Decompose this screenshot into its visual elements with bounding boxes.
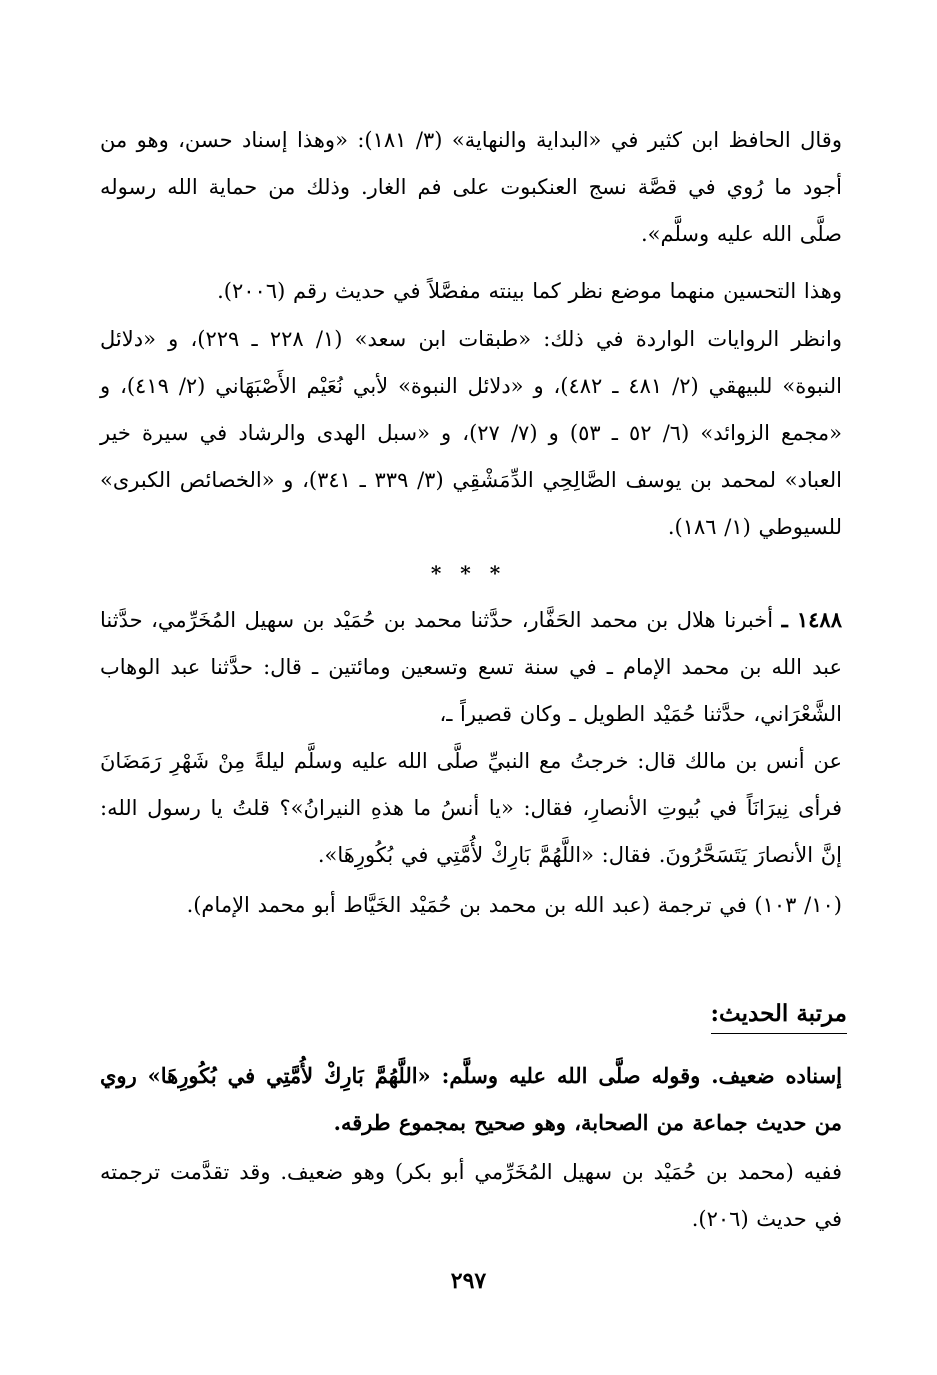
section-heading-hadith-grade: مرتبة الحديث: [711,1000,847,1034]
hadith-number: ١٤٨٨ ـ [781,607,842,632]
paragraph-hadith-isnad [100,596,842,738]
paragraph-narrator-weakness: ففيه (محمد بن حُمَيْد بن سهيل المُخَرِّمي أبو بكر) وهو ضعيف. وقد تقدَّمت ترجمته في حديث (٢٠٦). [100,1160,842,1231]
paragraph-tahsin-note: وهذا التحسين منهما موضع نظر كما بينته مفصَّلاً في حديث رقم (٢٠٠٦). [217,279,842,303]
paragraph-source-reference: (١٠/ ١٠٣) في ترجمة (عبد الله بن محمد بن حُمَيْد الخَيَّاط أبو محمد الإمام). [186,893,842,917]
section-separator: * * * [430,561,507,585]
paragraph-hadith-matn: عن أنس بن مالك قال: خرجتُ مع النبيِّ صلَّى الله عليه وسلَّم ليلةً مِنْ شَهْرِ رَمَضَانَ فرأى نِيرَانَاً في بُيوتِ الأنصارِ، فقال: «يا أنسُ ما هذهِ النيرانُ»؟ قلتُ يا رسول الله: إنَّ الأنصارَ يَتَسَحَّرُونَ. فقال: «اللَّهُمَّ بَارِكْ لأُمَّتِي في بُكُورِهَا». [100,749,842,867]
paragraph-references: وانظر الروايات الواردة في ذلك: «طبقات ابن سعد» (١/ ٢٢٨ ـ ٢٢٩)، و «دلائل النبوة» للبيهقي (٢/ ٤٨١ ـ ٤٨٢)، و «دلائل النبوة» لأبي نُعَيْم الأَصْبَهَاني (٢/ ٤١٩)، و «مجمع الزوائد» (٦/ ٥٢ ـ ٥٣) و (٧/ ٢٧)، و «سبل الهدى والرشاد في سيرة خير العباد» لمحمد بن يوسف الصَّالِحِي الدِّمَشْقِي (٣/ ٣٣٩ ـ ٣٤١)، و «الخصائص الكبرى» للسيوطي (١/ ١٨٦). [100,327,842,539]
paragraph-grade-ruling: إسناده ضعيف. وقوله صلَّى الله عليه وسلَّم: «اللَّهُمَّ بَارِكْ لأُمَّتِي في بُكُورِهَا» روي من حديث جماعة من الصحابة، وهو صحيح بمجموع طرقه. [100,1063,842,1135]
hadith-isnad-text: أخبرنا هلال بن محمد الحَفَّار، حدَّثنا محمد بن حُمَيْد بن سهيل المُخَرِّمي، حدَّثنا عبد الله بن محمد الإمام ـ في سنة تسع وتسعين ومائتين ـ قال: حدَّثنا عبد الوهاب الشَّعْرَاني، حدَّثنا حُمَيْد الطويل ـ وكان قصيراً ـ، [100,608,842,726]
paragraph-ibn-kathir-quote: وقال الحافظ ابن كثير في «البداية والنهاية» (٣/ ١٨١): «وهذا إسناد حسن، وهو من أجود ما رُوي في قصَّة نسج العنكبوت على فم الغار. وذلك من حماية الله رسوله صلَّى الله عليه وسلَّم». [100,128,842,246]
page-number: ٢٩٧ [450,1268,487,1294]
